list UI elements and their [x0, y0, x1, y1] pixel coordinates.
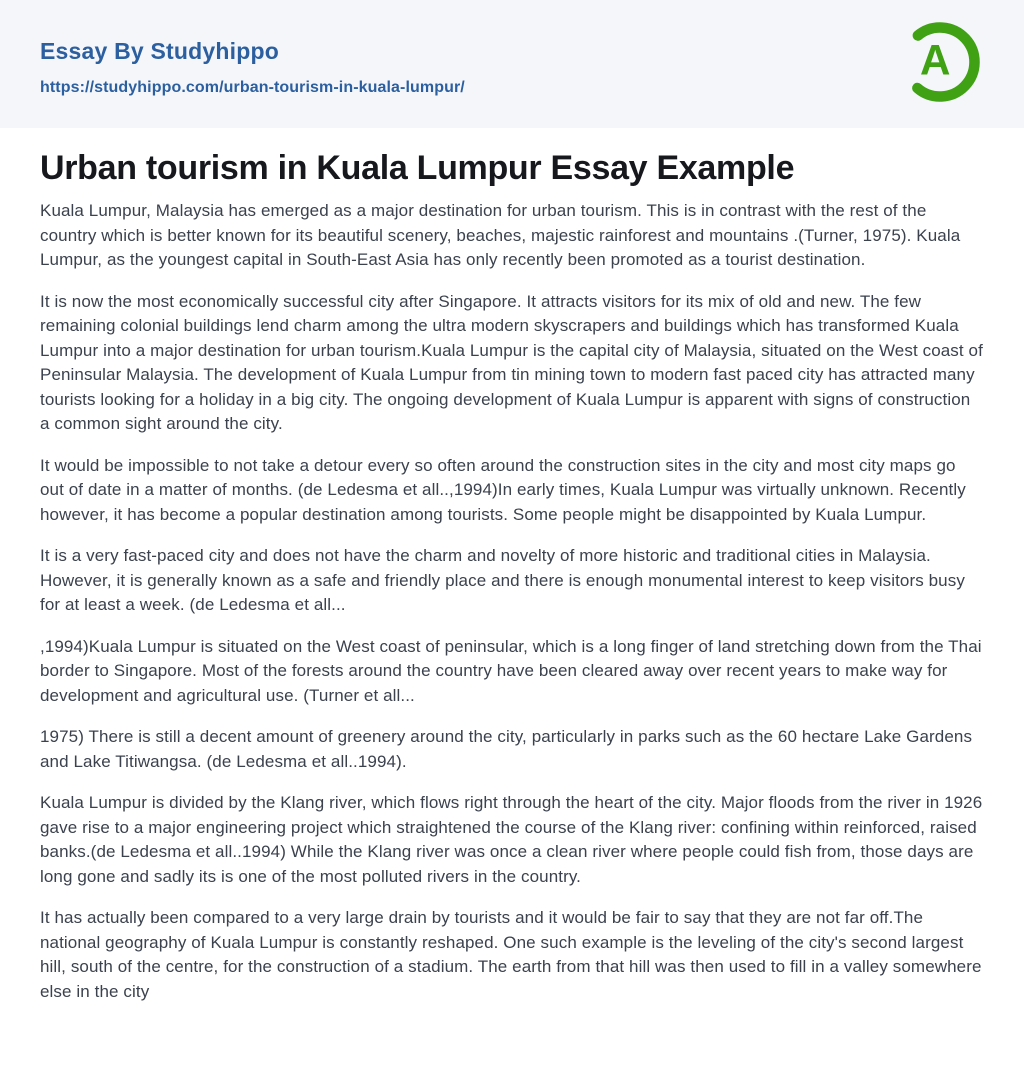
logo-letter: A — [919, 36, 951, 84]
essay-paragraph: It is a very fast-paced city and does not have the charm and novelty of more historic and traditional cities in Malaysia. However, it is generally known as a safe and friendly place and there is enough monumental interest to keep visitors busy for at least a week. (de Ledesma et all... — [40, 546, 965, 614]
site-title-link[interactable]: Essay By Studyhippo — [40, 37, 279, 64]
essay-paragraph: Kuala Lumpur is divided by the Klang river, which flows right through the heart of the city. Major floods from the river in 1926 gave rise to a major engineering project which straightened the course of the Klang river: confining within reinforced, raised banks.(de Ledesma et all..1994) While the Klang river was once a clean river where people could fish from, those days are long gone and sadly its is one of the most polluted rivers in the country. — [40, 793, 983, 886]
essay-paragraph: ,1994)Kuala Lumpur is situated on the West coast of peninsular, which is a long finger of land stretching down from the Thai border to Singapore. Most of the forests around the country have been cleared away over recent years to make way for development and agricultural use. (Turner et all... — [40, 636, 982, 705]
essay-paragraph: Kuala Lumpur, Malaysia has emerged as a major destination for urban tourism. This is in contrast with the rest of the country which is better known for its beautiful scenery, beaches, majestic rainforest and mountains .(Turner, 1975). Kuala Lumpur, as the youngest capital in South-East Asia has only recently been promoted as a tourist destination. — [40, 201, 961, 269]
essay-paragraph: 1975) There is still a decent amount of greenery around the city, particularly in parks such as the 60 hectare Lake Gardens and Lake Titiwangsa. (de Ledesma et all..1994). — [40, 727, 973, 771]
essay-paragraph: It is now the most economically successful city after Singapore. It attracts visitors for its mix of old and new. The few remaining colonial buildings lend charm among the ultra modern skyscrapers and buildings which has transformed Kuala Lumpur into a major destination for urban tourism.Kuala Lumpur is the capital city of Malaysia, situated on the West coast of Peninsular Malaysia. The development of Kuala Lumpur from tin mining town to modern fast paced city has attracted many tourists looking for a holiday in a big city. The ongoing development of Kuala Lumpur is apparent with signs of construction a common sight around the city. — [40, 291, 983, 433]
page-header — [0, 0, 1024, 128]
studyhippo-logo[interactable] — [894, 16, 986, 108]
essay-paragraph: It would be impossible to not take a detour every so often around the construction sites in the city and most city maps go out of date in a matter of months. (de Ledesma et all..,1994)In early times, Kuala Lumpur was virtually unknown. Recently however, it has become a popular destination among tourists. Some people might be disappointed by Kuala Lumpur. — [40, 455, 966, 524]
essay-article — [0, 149, 1024, 1004]
header-text-block — [40, 32, 465, 97]
page-url-link[interactable]: https://studyhippo.com/urban-tourism-in-kuala-lumpur/ — [40, 78, 465, 96]
essay-body — [40, 199, 984, 1004]
studyhippo-logo-icon — [894, 16, 986, 108]
essay-paragraph: It has actually been compared to a very large drain by tourists and it would be fair to say that they are not far off.The national geography of Kuala Lumpur is constantly reshaped. One such example is the leveling of the city's second largest hill, south of the centre, for the construction of a stadium. The earth from that hill was then used to fill in a valley somewhere else in the city — [40, 908, 982, 1001]
article-title: Urban tourism in Kuala Lumpur Essay Example — [40, 149, 795, 187]
